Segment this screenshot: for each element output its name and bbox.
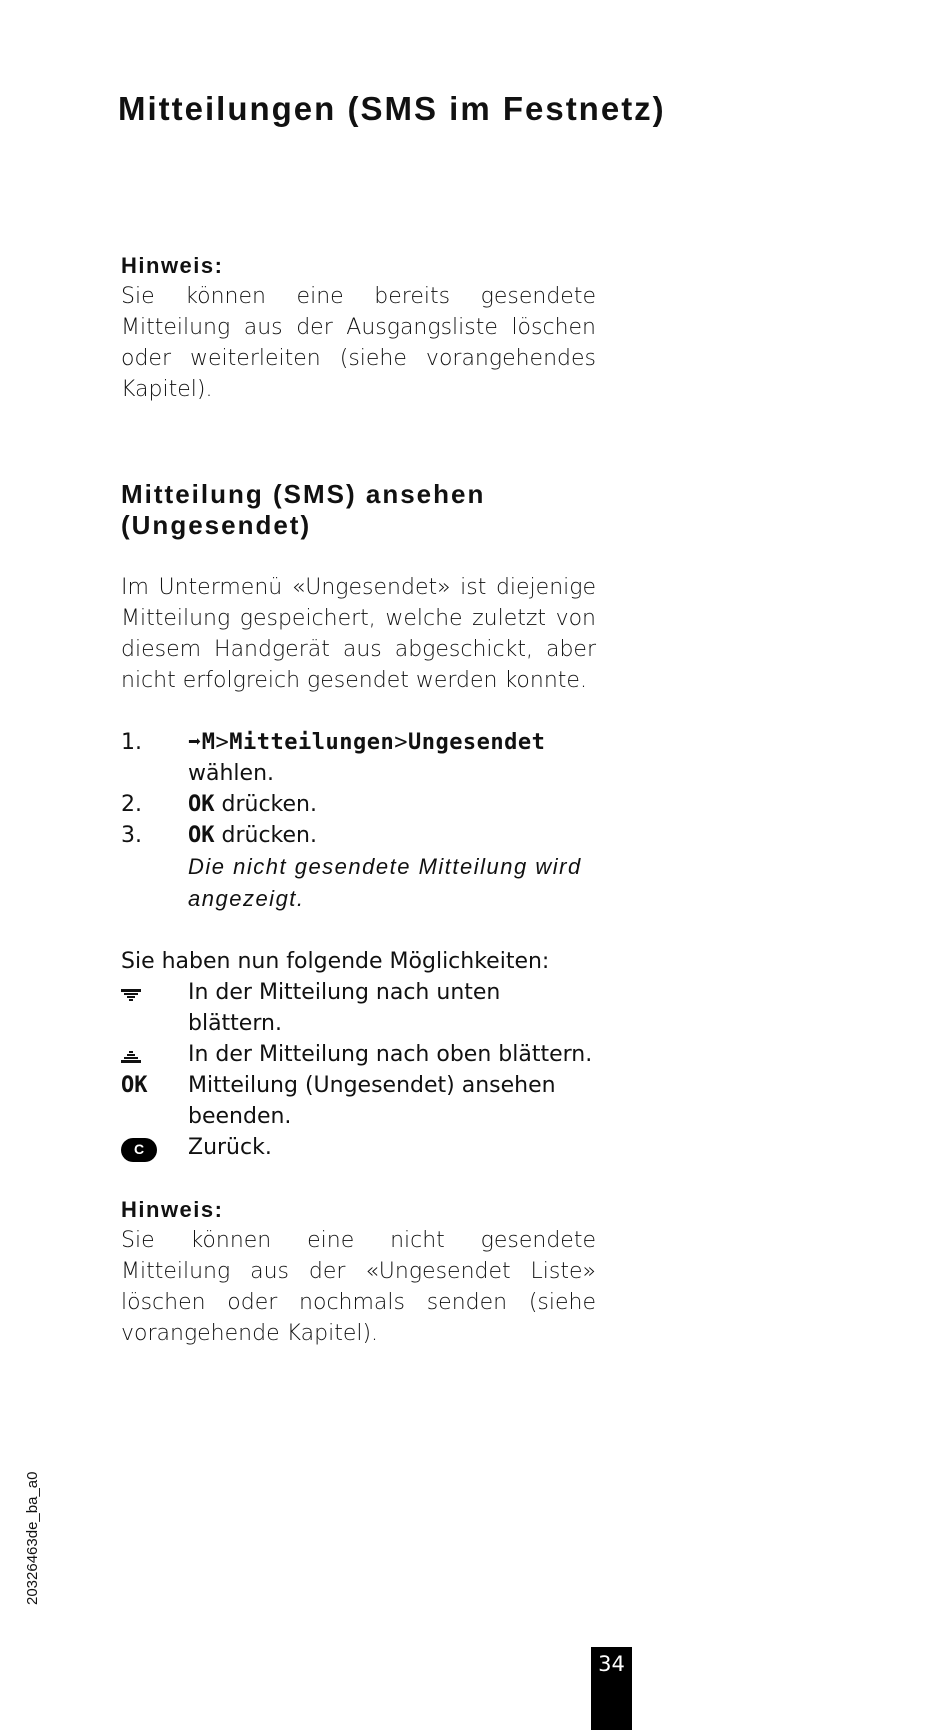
step-number: 1. [121, 730, 142, 755]
c-key-icon: C [121, 1138, 157, 1162]
step-text: wählen. [188, 761, 275, 786]
step-2 [121, 789, 596, 820]
note-label: Hinweis: [121, 1197, 224, 1222]
option-text: Zurück. [188, 1135, 272, 1160]
step-number: 2. [121, 792, 142, 817]
step-text: drücken. [221, 792, 317, 817]
option-item [121, 1132, 596, 1163]
scroll-up-icon [121, 1050, 141, 1064]
menu-item-mitteilungen: Mitteilungen [229, 730, 395, 755]
ok-key-icon: OK [188, 792, 215, 817]
steps-list [121, 727, 596, 915]
option-text: In der Mitteilung nach unten blättern. [188, 980, 501, 1036]
note-label: Hinweis: [121, 253, 224, 278]
ok-key-icon: OK [121, 1073, 148, 1098]
step-result: Die nicht gesendete Mitteilung wird angezeigt. [188, 854, 582, 911]
option-item [121, 1070, 596, 1132]
ok-key-icon: OK [188, 823, 215, 848]
page-title: Mitteilungen (SMS im Festnetz) [118, 90, 666, 127]
step-1 [121, 727, 596, 789]
step-text: drücken. [221, 823, 317, 848]
options-intro: Sie haben nun folgende Möglichkeiten: [121, 949, 550, 974]
option-item [121, 977, 596, 1039]
section-heading-line2: (Ungesendet) [121, 510, 312, 540]
note-bottom [121, 1194, 596, 1349]
menu-icon: ➡M [188, 730, 216, 755]
option-text: Mitteilung (Ungesendet) ansehen beenden. [188, 1073, 556, 1129]
section-heading [121, 479, 596, 541]
menu-path [188, 730, 545, 755]
menu-item-ungesendet: Ungesendet [407, 730, 546, 755]
step-number: 3. [121, 823, 142, 848]
option-text: In der Mitteilung nach oben blättern. [188, 1042, 593, 1067]
option-item [121, 1039, 596, 1070]
note-text: Sie können eine bereits gesendete Mitteilung aus der Ausgangsliste löschen oder weiterleiten (siehe vorangehendes Kapitel). [121, 284, 596, 402]
page-number: 34 [591, 1647, 632, 1730]
note-top [121, 250, 596, 405]
options-list [121, 977, 596, 1163]
section-intro: Im Untermenü «Ungesendet» ist diejenige Mitteilung gespeichert, welche zuletzt von diesem Handgerät aus abgeschickt, aber nicht erfolgreich gesendet werden konnte. [121, 575, 596, 693]
content [121, 250, 596, 1349]
menu-separator: > [215, 730, 230, 755]
scroll-down-icon [121, 988, 141, 1002]
menu-separator: > [394, 730, 408, 755]
note-text: Sie können eine nicht gesendete Mitteilung aus der «Ungesendet Liste» löschen oder nochmals senden (siehe vorangehende Kapitel). [121, 1228, 596, 1346]
step-3 [121, 820, 596, 915]
document-code: 20326463de_ba_a0 [24, 1471, 41, 1605]
section-heading-line1: Mitteilung (SMS) ansehen [121, 479, 486, 509]
